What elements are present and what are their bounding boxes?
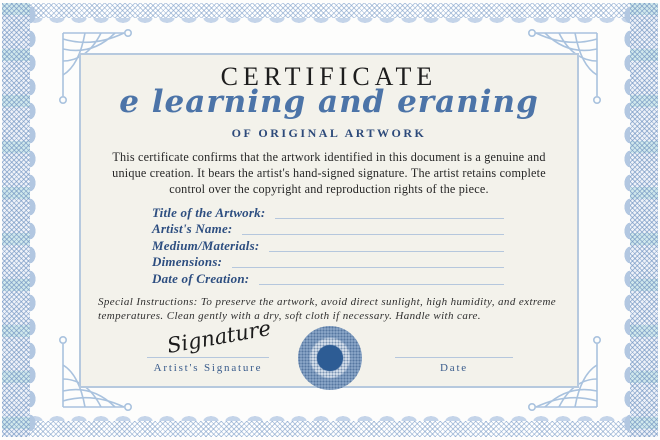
field-row-artist-name [152,221,504,238]
signature-block [147,357,269,374]
signature-label: Artist's Signature [153,362,263,374]
certificate-script-heading: e learning and eraning [119,84,539,120]
artwork-fields [152,204,504,287]
seal-core [317,345,343,371]
field-row-medium-materials [152,237,504,254]
field-row-artwork-title [152,204,504,221]
border-lace-bottom [2,421,658,437]
field-blank-line [259,284,504,285]
field-label: Medium/Materials: [152,237,260,253]
field-blank-line [232,267,504,268]
field-blank-line [269,251,504,252]
date-label: Date [440,362,468,374]
seal-icon [298,326,362,390]
field-label: Date of Creation: [152,270,250,286]
field-label: Artist's Name: [152,221,233,237]
signature-line [147,357,269,358]
field-row-date-of-creation [152,270,504,287]
border-lace-right [630,3,658,437]
field-label: Title of the Artwork: [152,204,266,220]
special-instructions: Special Instructions: To preserve the artwork, avoid direct sunlight, high humidity, and extreme temperatures. Clean gently with a dry, soft cloth if necessary. Handle with care. [98,296,557,322]
certificate-subtitle: OF ORIGINAL ARTWORK [231,126,427,140]
date-block [395,357,513,374]
field-blank-line [242,234,504,235]
signature-script: Signature [165,316,273,358]
field-label: Dimensions: [152,254,223,270]
field-row-dimensions [152,254,504,271]
date-line [395,357,513,358]
border-lace-top [2,3,658,18]
certificate-sheet [79,53,579,388]
certificate-statement: This certificate confirms that the artwork identified in this document is a genuine and unique creation. It bears the artist's hand-signed signature. The artist retains complete control over the copyright and reproduction rights of the piece. [112,150,546,196]
certificate-title: CERTIFICATE [220,62,438,91]
field-blank-line [275,218,504,219]
border-lace-left [2,3,30,437]
